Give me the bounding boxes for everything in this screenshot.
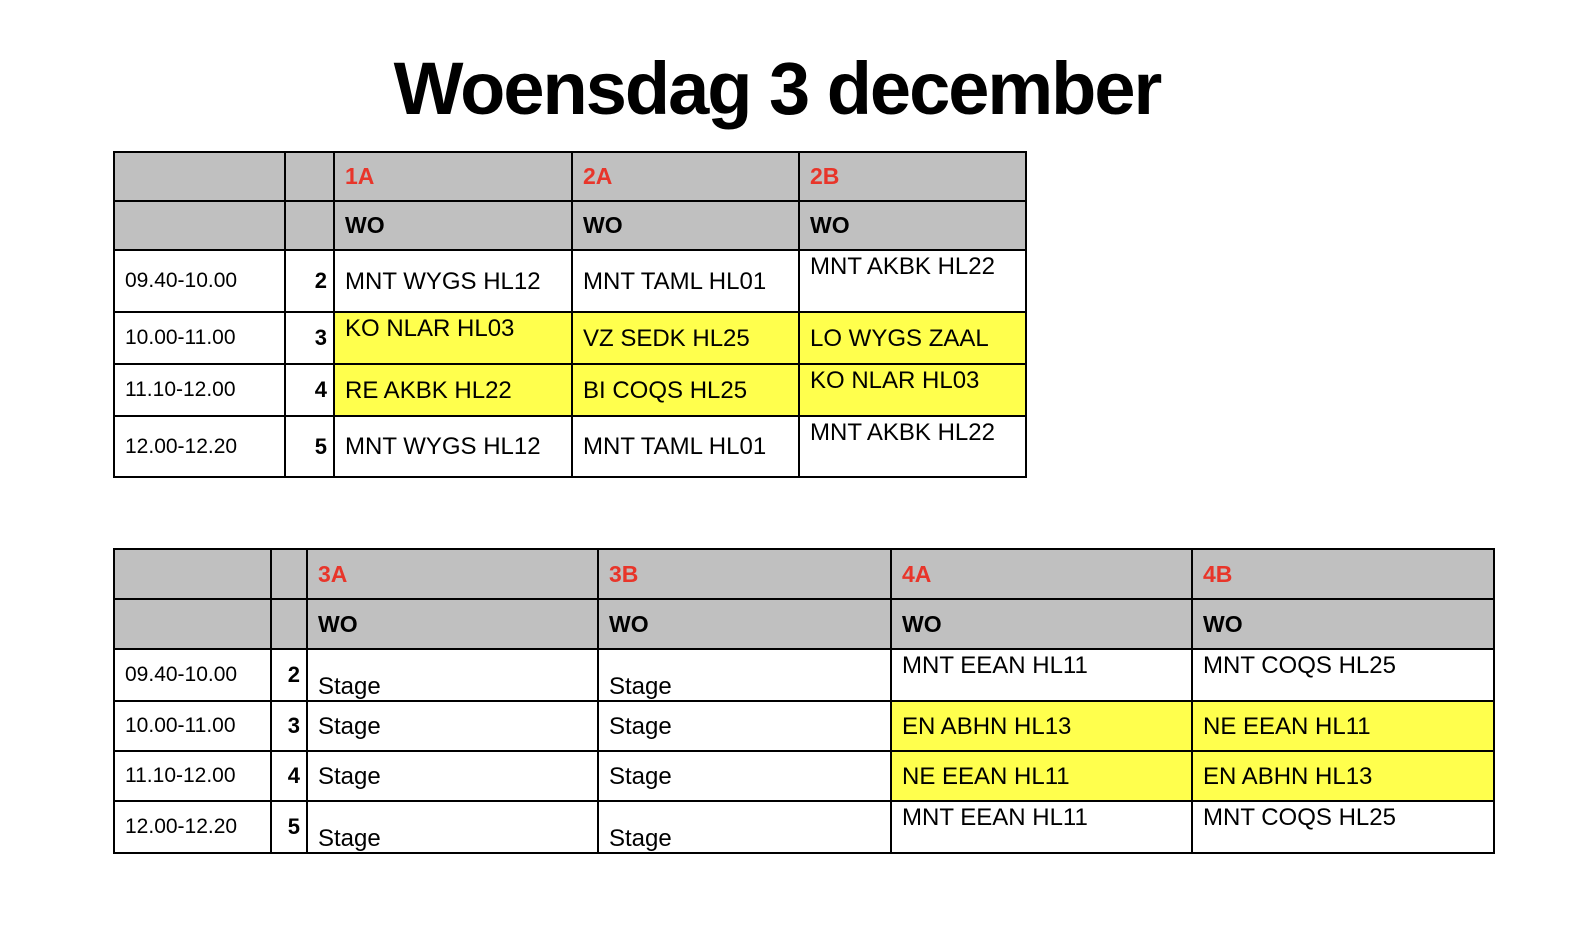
day-header: WO [572,201,799,250]
day-header: WO [307,599,598,649]
lesson-cell: KO NLAR HL03 [799,364,1026,416]
class-header: 3B [598,549,891,599]
page-title: Woensdag 3 december [393,47,1161,130]
lesson-cell: Stage [598,649,891,701]
class-header: 2A [572,152,799,201]
class-header: 4A [891,549,1192,599]
lesson-cell: Stage [307,751,598,801]
hour-number: 3 [285,312,334,364]
lesson-cell: MNT TAML HL01 [572,416,799,477]
table-row [114,701,1494,751]
lesson-cell: MNT EEAN HL11 [891,649,1192,701]
hour-number: 4 [271,751,307,801]
table-row [114,312,1026,364]
time-slot: 09.40-10.00 [114,250,285,312]
lesson-cell: MNT EEAN HL11 [891,801,1192,853]
empty-header-cell [114,599,271,649]
day-header-row [114,599,1494,649]
day-header: WO [1192,599,1494,649]
empty-header-cell [114,549,271,599]
lesson-cell: MNT WYGS HL12 [334,250,572,312]
lesson-cell: Stage [598,701,891,751]
empty-header-cell [285,152,334,201]
hour-number: 2 [285,250,334,312]
lesson-cell: MNT AKBK HL22 [799,416,1026,477]
lesson-cell: Stage [598,801,891,853]
empty-header-cell [271,549,307,599]
lesson-cell: Stage [307,649,598,701]
time-slot: 11.10-12.00 [114,364,285,416]
lesson-cell: MNT COQS HL25 [1192,649,1494,701]
lesson-cell: MNT WYGS HL12 [334,416,572,477]
empty-header-cell [285,201,334,250]
lesson-cell: MNT TAML HL01 [572,250,799,312]
timetable-2 [113,548,1495,854]
hour-number: 5 [285,416,334,477]
time-slot: 12.00-12.20 [114,801,271,853]
time-slot: 11.10-12.00 [114,751,271,801]
day-header-row [114,201,1026,250]
lesson-cell: MNT AKBK HL22 [799,250,1026,312]
lesson-cell: Stage [307,801,598,853]
class-header-row [114,152,1026,201]
lesson-cell: LO WYGS ZAAL [799,312,1026,364]
hour-number: 3 [271,701,307,751]
lesson-cell: Stage [307,701,598,751]
class-header-row [114,549,1494,599]
lesson-cell: EN ABHN HL13 [891,701,1192,751]
table-row [114,250,1026,312]
class-header: 3A [307,549,598,599]
table-row [114,364,1026,416]
lesson-cell: MNT COQS HL25 [1192,801,1494,853]
day-header: WO [891,599,1192,649]
table-row [114,416,1026,477]
lesson-cell: NE EEAN HL11 [1192,701,1494,751]
time-slot: 09.40-10.00 [114,649,271,701]
class-header: 2B [799,152,1026,201]
empty-header-cell [114,201,285,250]
lesson-cell: NE EEAN HL11 [891,751,1192,801]
time-slot: 10.00-11.00 [114,312,285,364]
lesson-cell: BI COQS HL25 [572,364,799,416]
day-header: WO [334,201,572,250]
lesson-cell: Stage [598,751,891,801]
table-row [114,801,1494,853]
lesson-cell: EN ABHN HL13 [1192,751,1494,801]
class-header: 1A [334,152,572,201]
table-row [114,649,1494,701]
class-header: 4B [1192,549,1494,599]
table-row [114,751,1494,801]
lesson-cell: RE AKBK HL22 [334,364,572,416]
lesson-cell: VZ SEDK HL25 [572,312,799,364]
hour-number: 5 [271,801,307,853]
lesson-cell: KO NLAR HL03 [334,312,572,364]
empty-header-cell [271,599,307,649]
day-header: WO [598,599,891,649]
time-slot: 10.00-11.00 [114,701,271,751]
hour-number: 2 [271,649,307,701]
empty-header-cell [114,152,285,201]
time-slot: 12.00-12.20 [114,416,285,477]
hour-number: 4 [285,364,334,416]
timetable-1 [113,151,1027,478]
day-header: WO [799,201,1026,250]
